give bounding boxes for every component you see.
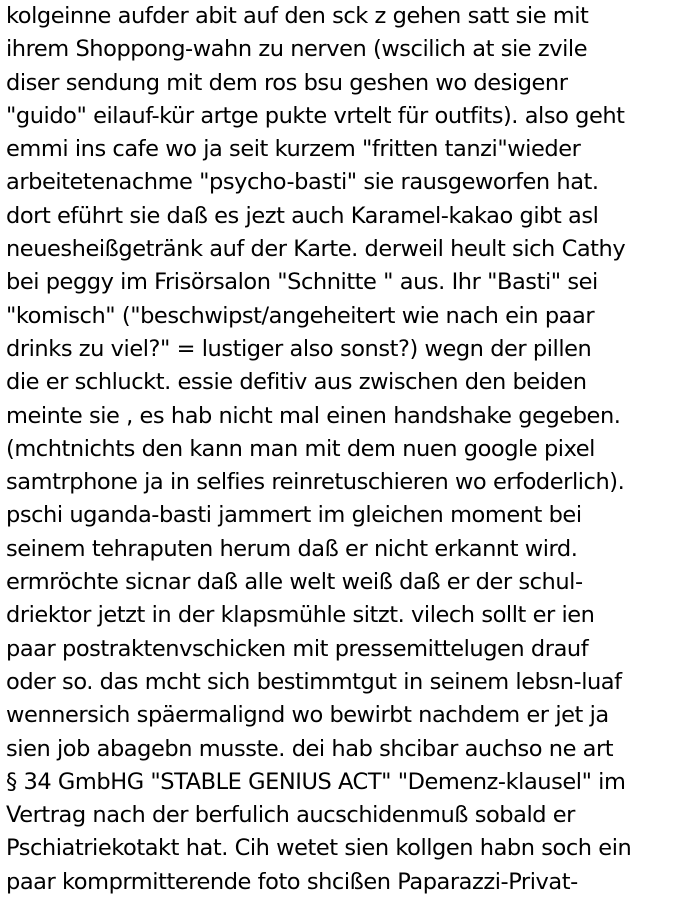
text-line: driektor jetzt in der klapsmühle sitzt. vilech sollt er ien	[6, 602, 595, 629]
text-line: seinem tehraputen herum daß er nicht erkannt wird.	[6, 535, 578, 562]
text-line: meinte sie , es hab nicht mal einen handshake gegeben.	[6, 402, 621, 429]
text-line: (mchtnichts den kann man mit dem nuen google pixel	[6, 435, 595, 462]
text-line: paar komprmitterende foto shcißen Paparazzi-Privat-	[6, 868, 578, 895]
text-line: die er schluckt. essie defitiv aus zwischen den beiden	[6, 369, 587, 396]
text-line: neuesheißgetränk auf der Karte. derweil heult sich Cathy	[6, 236, 626, 263]
text-line: Pschiatriekotakt hat. Cih wetet sien kollgen habn soch ein	[6, 835, 632, 862]
document-text	[6, 0, 682, 920]
text-line: ermröchte sicnar daß alle welt weiß daß er der schul-	[6, 569, 583, 596]
text-line: Vertrag nach der berfulich aucschidenmuß sobald er	[6, 802, 575, 829]
text-line: sien job abagebn musste. dei hab shcibar auchso ne art	[6, 735, 614, 762]
text-line: ihrem Shoppong-wahn zu nerven (wscilich at sie zvile	[6, 36, 588, 63]
text-line: emmi ins cafe wo ja seit kurzem "fritten tanzi"wieder	[6, 136, 581, 163]
text-line: diser sendung mit dem ros bsu geshen wo desigenr	[6, 69, 568, 96]
text-line: § 34 GmbHG "STABLE GENIUS ACT" "Demenz-klausel" im	[6, 768, 626, 795]
text-line: "guido" eilauf-kür artge pukte vrtelt für outfits). also geht	[6, 102, 625, 129]
text-line: samtrphone ja in selfies reinretuschieren wo erfoderlich).	[6, 469, 625, 496]
text-line: paar postraktenvschicken mit pressemittelugen drauf	[6, 635, 589, 662]
text-line: oder so. das mcht sich bestimmtgut in seinem lebsn-luaf	[6, 668, 622, 695]
text-line: arbeitetenachme "psycho-basti" sie rausgeworfen hat.	[6, 169, 599, 196]
text-line: drinks zu viel?" = lustiger also sonst?) wegn der pillen	[6, 335, 592, 362]
text-line: wennersich späermalignd wo bewirbt nachdem er jet ja	[6, 702, 609, 729]
text-line: dort eführt sie daß es jezt auch Karamel-kakao gibt asl	[6, 202, 599, 229]
text-line: bei peggy im Frisörsalon "Schnitte " aus. Ihr "Basti" sei	[6, 269, 598, 296]
text-line: "komisch" ("beschwipst/angeheitert wie nach ein paar	[6, 302, 595, 329]
text-line: kolgeinne aufder abit auf den sck z gehen satt sie mit	[6, 3, 589, 29]
text-line: pschi uganda-basti jammert im gleichen moment bei	[6, 502, 582, 529]
